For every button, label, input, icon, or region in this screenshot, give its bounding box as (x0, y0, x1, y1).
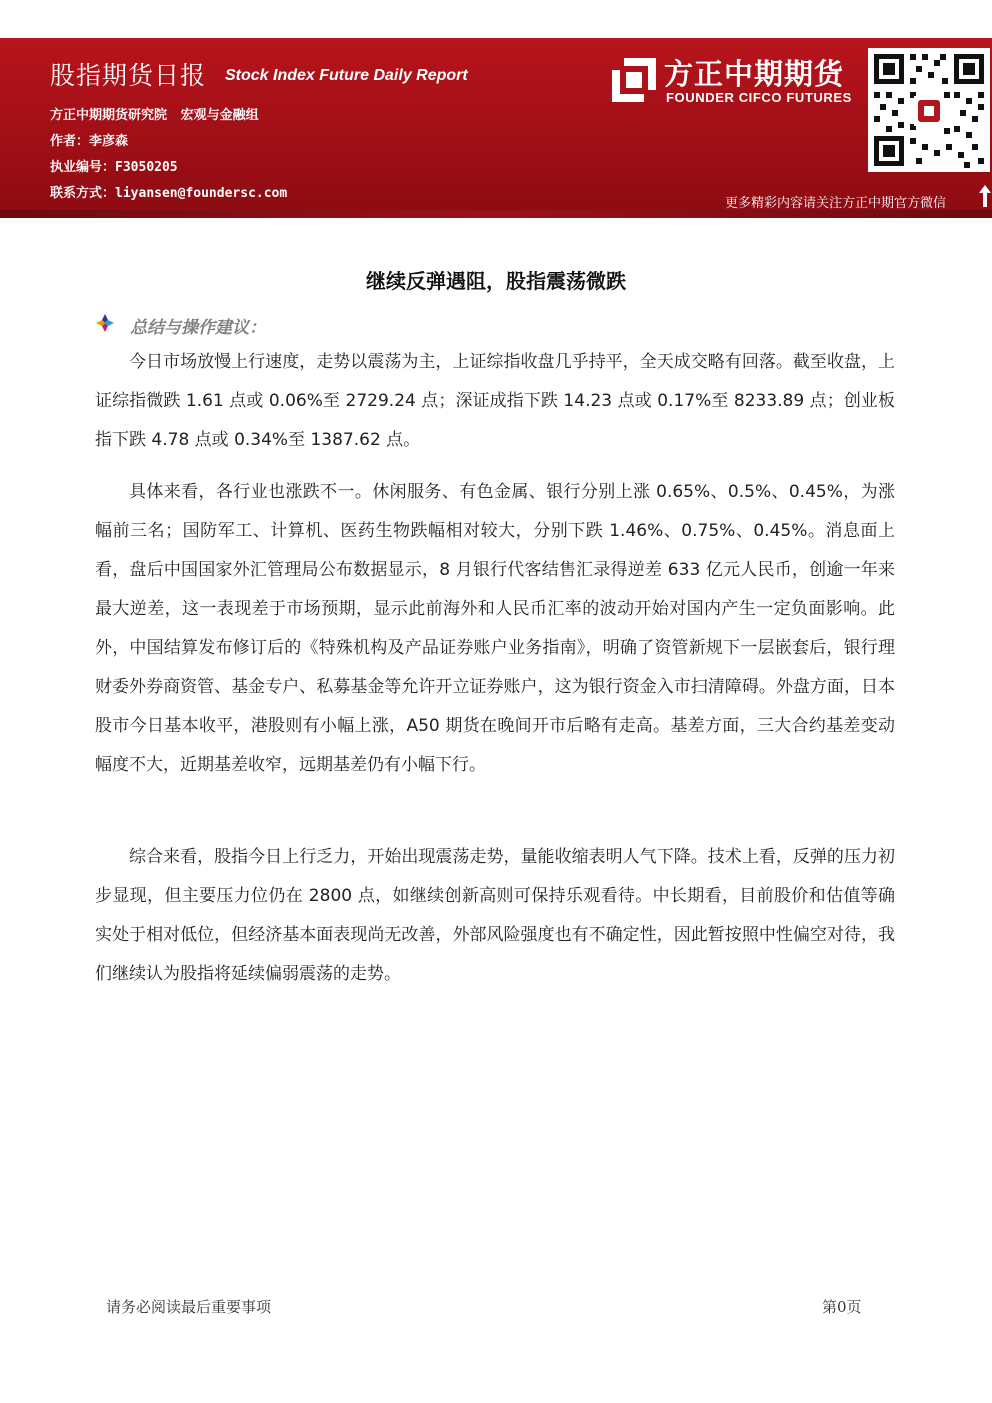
contact-email[interactable]: liyansen@foundersc.com (115, 186, 288, 201)
qr-caption: 更多精彩内容请关注方正中期官方微信 (725, 196, 947, 211)
license-label: 执业编号： (50, 160, 116, 175)
qr-code[interactable] (868, 48, 990, 172)
institute-line: 方正中期期货研究院 宏观与金融组 (50, 108, 259, 123)
license-number: F3050205 (115, 160, 178, 175)
paragraph-summary: 今日市场放慢上行速度，走势以震荡为主，上证综指收盘几乎持平，全天成交略有回落。截至收盘，上证综指微跌 1.61 点或 0.06%至 2729.24 点；深证成指下跌 14.23 点或 0.17%至 8233.89 点；创业板指下跌 4.78 点或 0.34%至 1387.62 点。 (95, 352, 895, 450)
brand-name-en: FOUNDER CIFCO FUTURES (666, 90, 852, 105)
brand-name-cn: 方正中期期货 (664, 57, 845, 91)
arrow-up-icon (978, 184, 992, 208)
author-line (50, 130, 128, 149)
header-divider (0, 210, 992, 218)
license-line (50, 156, 178, 175)
founder-logo-icon (610, 56, 658, 104)
contact-line (50, 182, 287, 201)
page-number: 第0页 (822, 1298, 862, 1316)
author-name: 李彦森 (89, 134, 129, 149)
section-heading: 总结与操作建议： (130, 318, 266, 338)
paragraph-detail: 具体来看，各行业也涨跌不一。休闲服务、有色金属、银行分别上涨 0.65%、0.5%、0.45%，为涨幅前三名；国防军工、计算机、医药生物跌幅相对较大，分别下跌 1.46%、0.75%、0.45%。消息面上看，盘后中国国家外汇管理局公布数据显示，8 月银行代客结售汇录得逆差 633 亿元人民币，创逾一年来最大逆差，这一表现差于市场预期，显示此前海外和人民币汇率的波动开始对国内产生一定负面影响。此外，中国结算发布修订后的《特殊机构及产品证券账户业务指南》，明确了资管新规下一层嵌套后，银行理财委外券商资管、基金专户、私募基金等允许开立证券账户，这为银行资金入市扫清障碍。外盘方面，日本股市今日基本收平，港股则有小幅上涨，A50 期货在晚间开市后略有走高。基差方面，三大合约基差变动幅度不大，近期基差收窄，远期基差仍有小幅下行。 (95, 482, 895, 775)
diamond-bullet-icon (96, 314, 114, 332)
author-label: 作者： (50, 134, 90, 149)
report-title-en: Stock Index Future Daily Report (225, 67, 468, 84)
footer-disclaimer-note: 请务必阅读最后重要事项 (106, 1298, 272, 1316)
paragraph-outlook: 综合来看，股指今日上行乏力，开始出现震荡走势，量能收缩表明人气下降。技术上看，反弹的压力初步显现，但主要压力位仍在 2800 点，如继续创新高则可保持乐观看待。中长期看，目前股价和估值等确实处于相对低位，但经济基本面表现尚无改善，外部风险强度也有不确定性，因此暂按照中性偏空对待，我们继续认为股指将延续偏弱震荡的走势。 (95, 847, 895, 984)
document-title: 继续反弹遇阻，股指震荡微跌 (366, 269, 626, 293)
qr-code-icon (868, 48, 990, 172)
report-title: 股指期货日报 (50, 61, 207, 90)
contact-label: 联系方式： (50, 186, 116, 201)
